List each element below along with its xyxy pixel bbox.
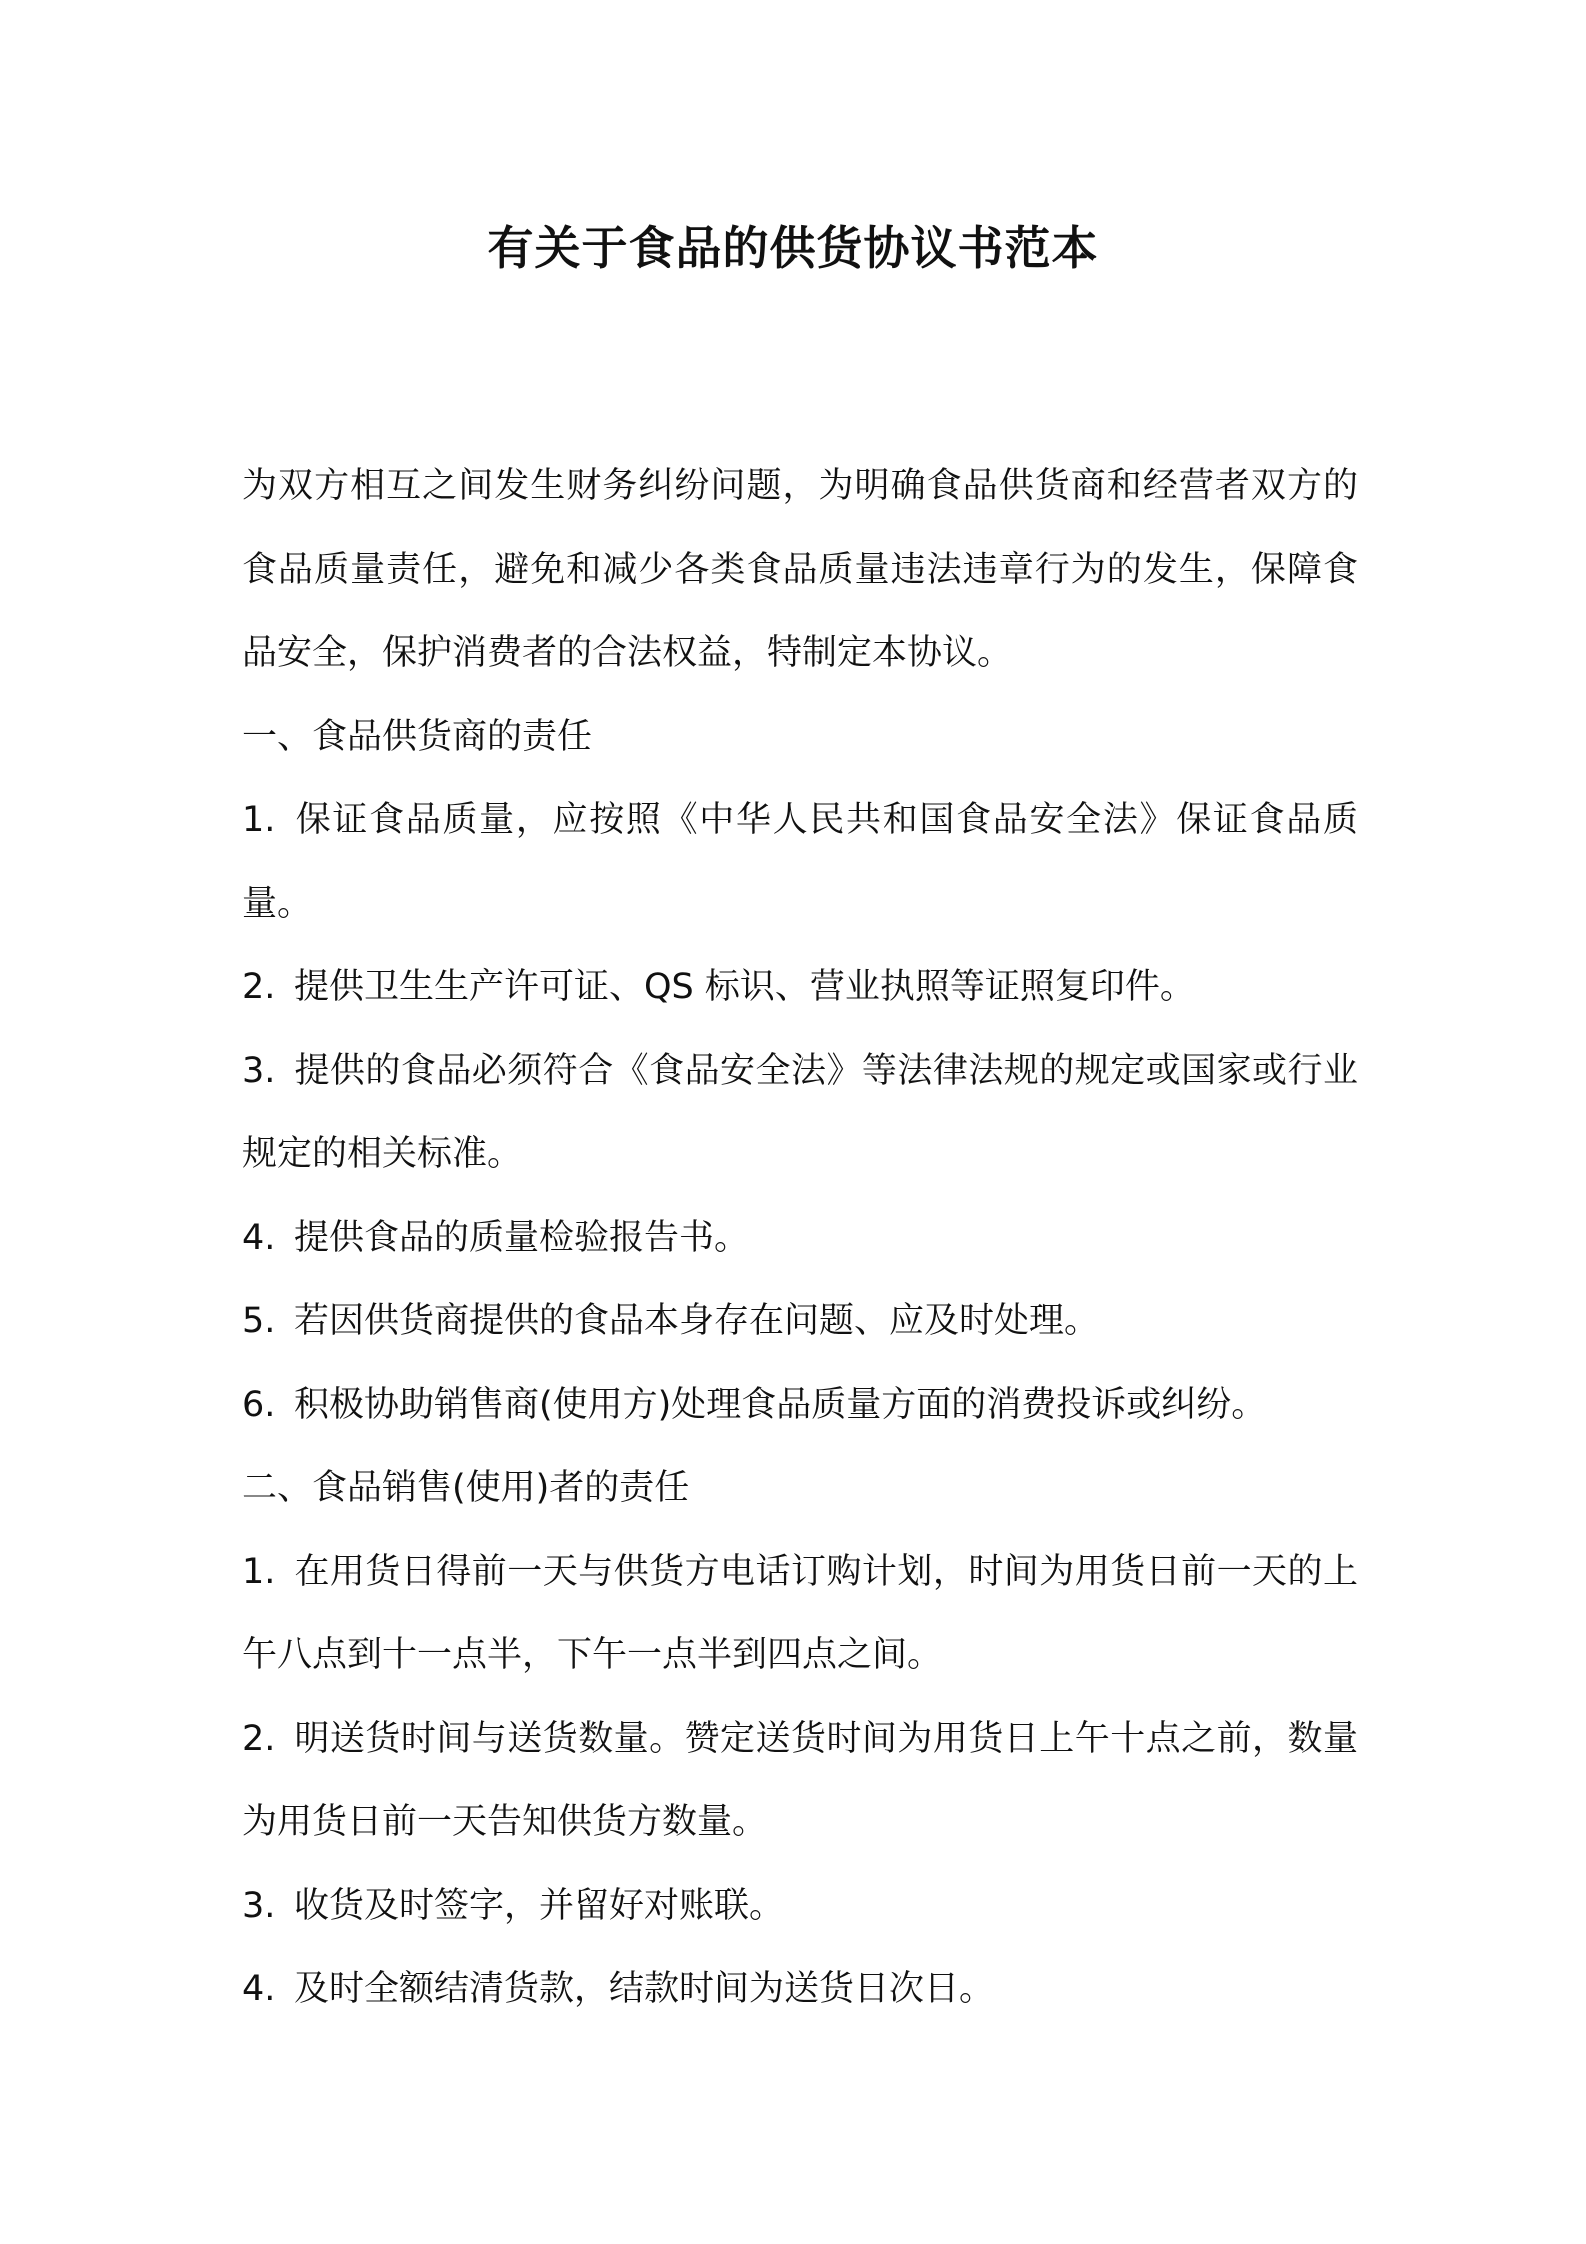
item-text: 在用货日得前一天与供货方电话订购计划，时间为用货日前一天的上午八点到十一点半，下午一点半到四点之间。 [242,1551,1358,1675]
section-1-item [242,1364,1358,1448]
section-1-heading: 一、食品供货商的责任 [242,716,593,757]
section-1-item [242,1030,1358,1197]
item-text: 提供食品的质量检验报告书。 [294,1217,750,1258]
item-text: 保证食品质量，应按照《中华人民共和国食品安全法》保证食品质量。 [242,800,1358,924]
item-text: 提供卫生生产许可证、QS 标识、营业执照等证照复印件。 [294,967,1195,1007]
item-text: 积极协助销售商(使用方)处理食品质量方面的消费投诉或纠纷。 [294,1384,1267,1425]
section-1-item [242,1197,1358,1281]
item-text: 收货及时签字，并留好对账联。 [294,1885,785,1926]
item-number: 4. [242,1969,276,2009]
item-number: 1. [242,1551,276,1592]
section-1-item [242,946,1358,1030]
item-text: 若因供货商提供的食品本身存在问题、应及时处理。 [294,1301,1100,1341]
section-1-item [242,1280,1358,1364]
item-number: 4. [242,1217,276,1258]
item-text: 明送货时间与送货数量。赞定送货时间为用货日上午十点之前，数量为用货日前一天告知供货方数量。 [242,1718,1358,1842]
section-2-item [242,1531,1358,1698]
item-text: 提供的食品必须符合《食品安全法》等法律法规的规定或国家或行业规定的相关标准。 [242,1050,1358,1174]
item-number: 2. [242,1718,276,1759]
item-text: 及时全额结清货款，结款时间为送货日次日。 [294,1969,995,2009]
item-number: 6. [242,1384,276,1425]
item-number: 2. [242,967,276,1007]
item-number: 3. [242,1050,276,1091]
item-number: 1. [242,800,276,840]
section-2-heading: 二、食品销售(使用)者的责任 [242,1468,690,1508]
section-2-item [242,1948,1358,2032]
intro-paragraph: 为双方相互之间发生财务纠纷问题，为明确食品供货商和经营者双方的食品质量责任，避免和减少各类食品质量违法违章行为的发生，保障食品安全，保护消费者的合法权益，特制定本协议。 [242,466,1358,673]
item-number: 3. [242,1885,276,1926]
item-number: 5. [242,1301,276,1341]
section-2-item [242,1865,1358,1949]
document-title: 有关于食品的供货协议书范本 [487,221,1099,275]
section-2-item [242,1698,1358,1865]
document-body [242,445,1358,2032]
section-1-item [242,779,1358,946]
